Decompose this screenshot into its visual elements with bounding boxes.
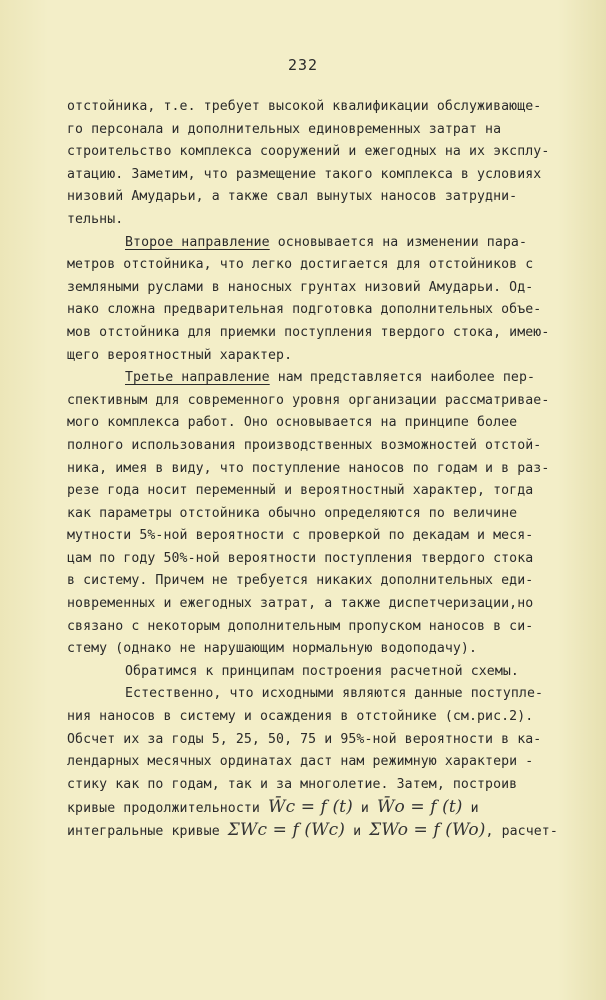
page-number: 232 [287, 56, 319, 74]
formula-line [67, 819, 582, 842]
heading-underlined: Третье направление [125, 370, 270, 386]
text-line: метров отстойника, что легко достигается для отстойников с [67, 257, 534, 273]
text-line: щего вероятностный характер. [67, 347, 293, 363]
text-line: нако сложна предварительная подготовка дополнительных объе- [67, 302, 542, 318]
text-line: цам по году 50%-ной вероятности поступления твердого стока [67, 550, 534, 566]
text-line: Обсчет их за годы 5, 25, 50, 75 и 95%-ной вероятности в ка- [67, 731, 542, 747]
text-line: связано с некоторым дополнительным пропуском наносов в си- [67, 618, 534, 634]
text-line: мого комплекса работ. Оно основывается на принципе более [67, 415, 518, 431]
text-line: тельны. [67, 211, 124, 227]
formula-joiner: и [345, 824, 370, 839]
duration-curve-formula-o: W̄o = f (t) [376, 797, 463, 818]
text-line: спективным для современного уровня организации рассматривае- [67, 392, 550, 408]
text-line: атацию. Заметим, что размещение такого комплекса в условиях [67, 166, 542, 182]
duration-curve-formula-c: W̄c = f (t) [268, 797, 353, 818]
text-line: в систему. Причем не требуется никаких дополнительных еди- [67, 573, 534, 589]
formula-line [67, 796, 582, 819]
formula-prefix: интегральные кривые [67, 824, 228, 839]
text-line: отстойника, т.е. требует высокой квалификации обслуживающе- [67, 99, 542, 114]
text-line: резе года носит переменный и вероятностный характер, тогда [67, 483, 534, 499]
text-line: новременных и ежегодных затрат, а также диспетчеризации,но [67, 596, 534, 612]
text-line: ника, имея в виду, что поступление наносов по годам и в раз- [67, 460, 550, 476]
text-line: Обратимся к принципам построения расчетной схемы. [125, 663, 519, 679]
text-line: строительство комплекса сооружений и ежегодных на их эксплу- [67, 144, 550, 160]
formula-suffix: и [462, 801, 479, 817]
text-line: Естественно, что исходными являются данные поступле- [125, 686, 544, 702]
paragraph-second-direction [67, 232, 582, 255]
integral-curve-formula-c: ΣWc = f (Wc) [227, 820, 346, 840]
formula-suffix: , расчет- [485, 824, 558, 839]
text-line: го персонала и дополнительных единовременных затрат на [67, 121, 502, 137]
text-line: полного использования производственных возможностей отстой- [67, 437, 542, 453]
text-line: мов отстойника для приемки поступления твердого стока, имею- [67, 324, 550, 340]
formula-prefix: кривые продолжительности [67, 801, 268, 817]
text-line: стику как по годам, так и за многолетие. Затем, построив [67, 776, 518, 792]
formula-joiner: и [352, 801, 377, 817]
integral-curve-formula-o: ΣWo = f (Wo) [369, 820, 486, 840]
text-line: как параметры отстойника обычно определяются по величине [67, 505, 518, 521]
text-line: земляными руслами в наносных грунтах низовий Амударьи. Од- [67, 279, 534, 295]
text-line-rest: нам представляется наиболее пер- [269, 370, 536, 386]
text-line: низовий Амударьи, а также свал вынутых наносов затрудни- [67, 189, 518, 205]
text-line: мутности 5%-ной вероятности с проверкой по декадам и меся- [67, 528, 534, 544]
paragraph-third-direction [67, 367, 582, 390]
text-line-rest: основывается на изменении пара- [269, 234, 527, 250]
text-line: стему (однако не нарушающим нормальную водоподачу). [67, 641, 478, 657]
heading-underlined: Второе направление [125, 234, 270, 250]
text-line: ния наносов в систему и осаждения в отстойнике (см.рис.2). [67, 709, 534, 725]
text-line: лендарных месячных ординатах даст нам режимную характери - [67, 754, 534, 770]
body-text [67, 96, 582, 842]
